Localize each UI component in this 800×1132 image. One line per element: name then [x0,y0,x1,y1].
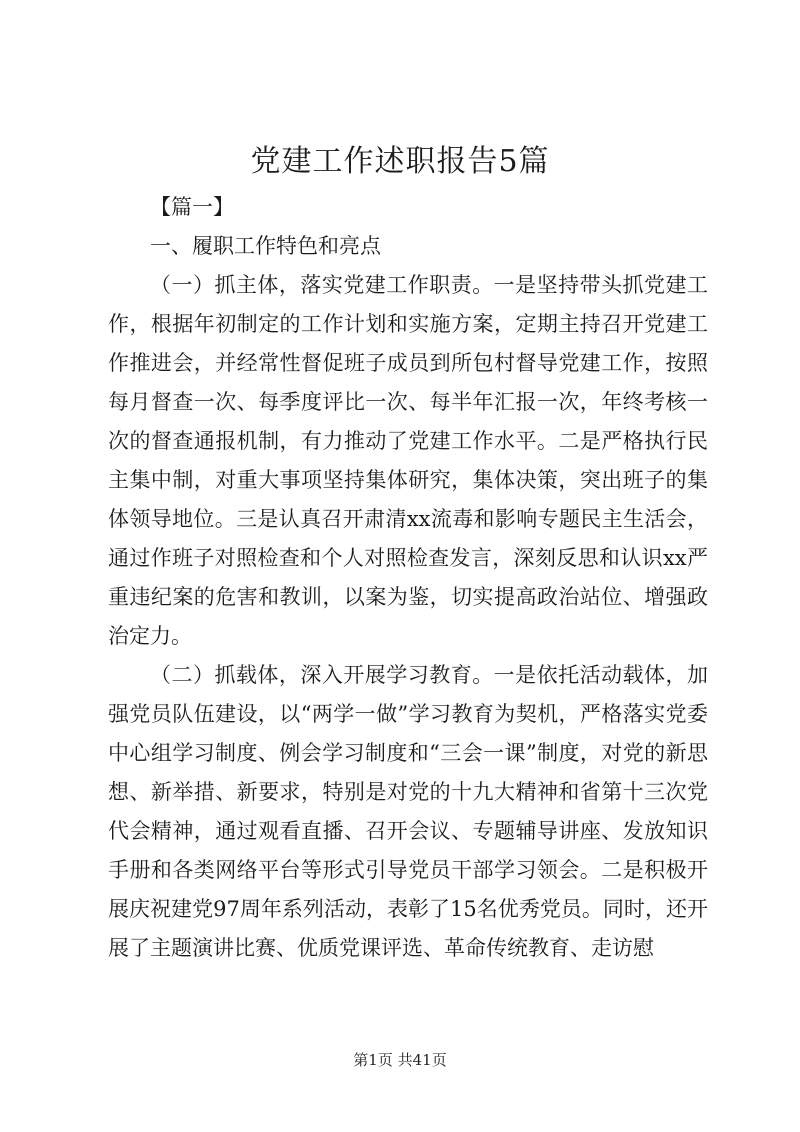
document-body [108,188,708,968]
paragraph: （一）抓主体，落实党建工作职责。一是坚持带头抓党建工作，根据年初制定的工作计划和实施方案，定期主持召开党建工作推进会，并经常性督促班子成员到所包村督导党建工作，按照每月督查一次、每季度评比一次、每半年汇报一次，年终考核一次的督查通报机制，有力推动了党建工作水平。二是严格执行民主集中制，对重大事项坚持集体研究，集体决策，突出班子的集体领导地位。三是认真召开肃清xx流毒和影响专题民主生活会，通过作班子对照检查和个人对照检查发言，深刻反思和认识xx严重违纪案的危害和教训，以案为鉴，切实提高政治站位、增强政治定力。 [108,273,708,648]
section-heading: 一、履职工作特色和亮点 [150,234,381,258]
paragraph: （二）抓载体，深入开展学习教育。一是依托活动载体，加强党员队伍建设，以“两学一做”学习教育为契机，严格落实党委中心组学习制度、例会学习制度和“三会一课”制度，对党的新思想、新举措、新要求，特别是对党的十九大精神和省第十三次党代会精神，通过观看直播、召开会议、专题辅导讲座、发放知识手册和各类网络平台等形式引导党员干部学习领会。二是积极开展庆祝建党97周年系列活动，表彰了15名优秀党员。同时，还开展了主题演讲比赛、优质党课评选、革命传统教育、走访慰 [108,663,708,960]
document-title: 党建工作述职报告5篇 [250,144,550,179]
section-label: 【篇一】 [150,195,234,219]
page-footer: 第1页 共41页 [353,1051,447,1069]
